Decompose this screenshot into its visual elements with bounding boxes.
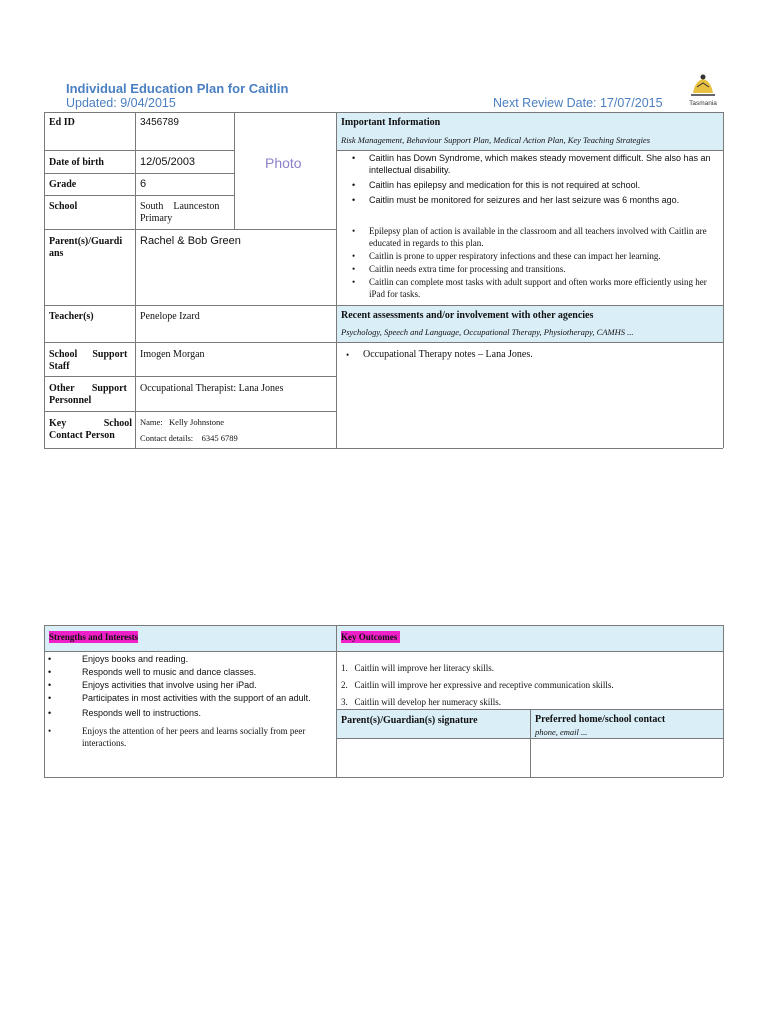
other-value: Occupational Therapist: Lana Jones [140, 383, 284, 394]
list-item: • Caitlin needs extra time for processing and transitions. [348, 263, 716, 275]
parents-label-line1: Parent(s)/Guardi [49, 236, 123, 247]
contact-label: Preferred home/school contact [535, 714, 666, 725]
list-item: • Enjoys books and reading. [44, 653, 326, 665]
edid-value: 3456789 [140, 117, 179, 128]
list-item: • Epilepsy plan of action is available in the classroom and all teachers involved with Caitlin are educated in regards to this plan. [348, 225, 716, 249]
list-item: • Occupational Therapy notes – Lana Jones. [342, 349, 712, 361]
list-item: • Responds well to music and dance classes. [44, 666, 326, 678]
other-label-line1: Other Support [49, 383, 127, 394]
support-value: Imogen Morgan [140, 349, 205, 360]
page-title: Individual Education Plan for Caitlin [66, 81, 289, 96]
important-list-2 [348, 225, 716, 300]
dob-value: 12/05/2003 [140, 156, 196, 168]
grade-label: Grade [49, 179, 77, 190]
other-label-line2: Personnel [49, 395, 92, 406]
tasmania-logo [685, 73, 721, 109]
important-list [348, 152, 716, 206]
outcomes-heading: Key Outcomes [341, 632, 400, 642]
contact-sublabel: phone, email ... [535, 727, 588, 737]
list-item: • Caitlin has Down Syndrome, which makes steady movement difficult. She also has an intellectual disability. [348, 152, 716, 176]
list-item: • Caitlin must be monitored for seizures and her last seizure was 6 months ago. [348, 194, 716, 206]
list-item: • Caitlin can complete most tasks with adult support and often works more efficiently using her iPad for tasks. [348, 276, 716, 300]
edid-label: Ed ID [49, 117, 75, 128]
school-value-line2: Primary [140, 213, 173, 224]
photo-placeholder: Photo [265, 155, 302, 171]
list-item: • Enjoys the attention of her peers and learns socially from peer interactions. [44, 725, 326, 749]
list-item: • Caitlin has epilepsy and medication for this is not required at school. [348, 179, 716, 191]
list-item: 3. Caitlin will develop her numeracy skills. [341, 697, 501, 707]
strengths-list [44, 653, 326, 749]
assessments-subheading: Psychology, Speech and Language, Occupational Therapy, Physiotherapy, CAMHS ... [341, 327, 634, 337]
strengths-heading: Strengths and Interests [49, 632, 139, 642]
support-label-line2: Staff [49, 361, 70, 372]
teacher-label: Teacher(s) [49, 311, 94, 322]
support-label-line1: School Support [49, 349, 128, 360]
school-label: School [49, 201, 78, 212]
key-name: Name: Kelly Johnstone [140, 417, 225, 427]
outcomes-list [341, 660, 717, 711]
important-subheading: Risk Management, Behaviour Support Plan, Medical Action Plan, Key Teaching Strategies [341, 135, 651, 145]
assessments-list [342, 349, 712, 361]
list-item: • Enjoys activities that involve using her iPad. [44, 679, 326, 691]
parents-value: Rachel & Bob Green [140, 235, 241, 247]
list-item: • Responds well to instructions. [44, 707, 326, 719]
review-date: Next Review Date: 17/07/2015 [493, 96, 663, 110]
list-item: • Participates in most activities with the support of an adult. [44, 692, 326, 704]
important-heading: Important Information [341, 117, 441, 128]
key-contact: Contact details: 6345 6789 [140, 433, 238, 443]
tasmania-logo-icon [685, 73, 721, 101]
teacher-value: Penelope Izard [140, 311, 200, 322]
grade-value: 6 [140, 178, 147, 190]
assessments-heading: Recent assessments and/or involvement with other agencies [341, 310, 594, 321]
key-label-line2: Contact Person [49, 430, 115, 441]
parents-label-line2: ans [49, 248, 64, 259]
contact-field[interactable] [531, 739, 722, 776]
logo-label: Tasmania [689, 100, 717, 107]
dob-label: Date of birth [49, 157, 104, 168]
school-value-line1: South Launceston [140, 201, 220, 212]
signature-field[interactable] [337, 739, 529, 776]
list-item: • Caitlin is prone to upper respiratory infections and these can impact her learning. [348, 250, 716, 262]
updated-date: Updated: 9/04/2015 [66, 96, 176, 110]
list-item: 2. Caitlin will improve her expressive and receptive communication skills. [341, 680, 614, 690]
key-label-line1: Key School [49, 418, 133, 429]
list-item: 1. Caitlin will improve her literacy skills. [341, 663, 494, 673]
signature-label: Parent(s)/Guardian(s) signature [341, 715, 478, 726]
